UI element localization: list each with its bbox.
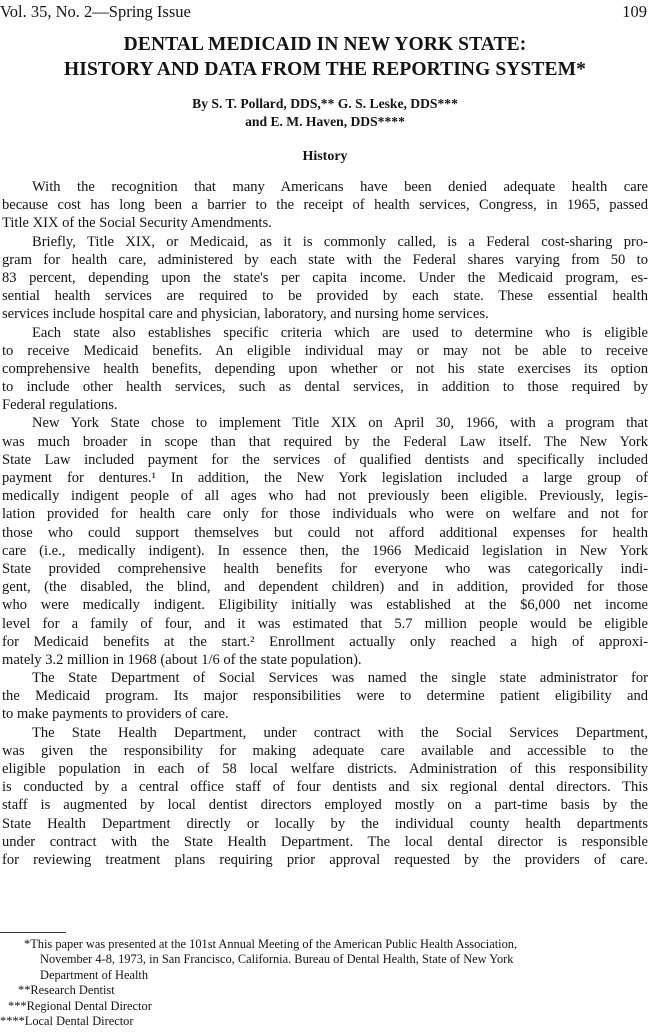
text-line: payment for dentures.¹ In addition, the New York legislation included a large group of [2,470,648,486]
text-line: eligible population in each of 58 local welfare districts. Administration of this responsibility [2,761,648,777]
author-byline [0,95,650,131]
body-text [2,178,648,869]
text-line: to include other health services, such as dental services, in addition to those required by [2,379,648,396]
article-title [0,32,650,82]
text-line: State Health Department directly or locally by the individual county health departments [2,815,648,832]
text-line: level for a family of four, and it was estimated that 5.7 million people would be eligible [2,615,648,632]
issue-label: Vol. 35, No. 2—Spring Issue [0,2,191,21]
text-line: The State Department of Social Services was named the single state administrator for [32,670,648,687]
text-line: who were medically indigent. Eligibility initially was established at the $6,000 net income [2,597,648,614]
footnote-divider [0,932,66,933]
text-line: was given the responsibility for making adequate care available and accessible to the [2,742,648,759]
text-line: comprehensive health benefits, depending upon whether or not his state exercises its option [2,360,648,377]
text-line: With the recognition that many Americans have been denied adequate health care [32,179,648,195]
text-line: sential health services are required to be provided by each state. These essential health [2,288,648,305]
title-line-1: DENTAL MEDICAID IN NEW YORK STATE: [123,34,527,55]
page-number: 109 [622,2,647,21]
text-line: was much broader in scope than that required by the Federal Law itself. The New York [2,433,648,450]
text-line: The State Health Department, under contract with the Social Services Department, [32,724,648,741]
text-line: to receive Medicaid benefits. An eligible individual may or may not be able to receive [2,342,648,359]
footnotes [0,937,650,1029]
text-line: State provided comprehensive health benefits for everyone who was categorically indi- [2,560,648,577]
text-line: mately 3.2 million in 1968 (about 1/6 of the state population). [2,651,362,668]
running-head [0,2,650,22]
footnote-local-director: ****Local Dental Director [0,1014,134,1029]
text-line: lation provided for health care only for those individuals who were on welfare and not for [2,506,648,523]
text-line: to make payments to providers of care. [2,706,229,723]
author-line-2: and E. M. Haven, DDS**** [245,114,405,129]
footnote-research-dentist: **Research Dentist [18,983,115,998]
text-line: Each state also establishes specific criteria which are used to determine who is eligible [32,324,648,341]
footnote-presentation: *This paper was presented at the 101st Annual Meeting of the American Public Health Association, [24,937,518,951]
section-heading: History [302,149,348,164]
footnote-presentation-cont: Department of Health [40,967,149,982]
text-line: the Medicaid program. Its major responsibilities were to determine patient eligibility and [2,688,648,705]
text-line: New York State chose to implement Title XIX on April 30, 1966, with a program that [32,415,648,432]
text-line: staff is augmented by local dentist directors employed mostly on a part-time basis by the [2,797,648,814]
text-line: gram for health care, administered by each state with the Federal shares varying from 50 to [2,251,648,268]
text-line: Federal regulations. [2,397,118,414]
text-line: Title XIX of the Social Security Amendments. [2,215,272,232]
text-line: 83 percent, depending upon the state's per capita income. Under the Medicaid program, es- [2,269,648,286]
author-line-1: By S. T. Pollard, DDS,** G. S. Leske, DDS*** [192,96,458,111]
text-line: medically indigent people of all ages who had not previously been eligible. Previously, legis- [2,488,648,505]
title-line-2: HISTORY AND DATA FROM THE REPORTING SYSTEM* [64,59,586,80]
text-line: gent, (the disabled, the blind, and dependent children) and in addition, provided for those [2,579,648,596]
text-line: for Medicaid benefits at the start.² Enrollment actually only reached a high of approxi- [2,633,648,650]
text-line: services include hospital care and physician, laboratory, and nursing home services. [2,306,489,323]
text-line: under contract with the State Health Department. The local dental director is responsible [2,833,648,850]
text-line: State Law included payment for the services of qualified dentists and specifically included [2,451,648,468]
footnote-regional-director: ***Regional Dental Director [8,998,152,1013]
text-line: for reviewing treatment plans requiring prior approval requested by the providers of care. [2,851,648,868]
footnote-presentation-cont: November 4-8, 1973, in San Francisco, California. Bureau of Dental Health, State of New York [40,952,514,967]
text-line: care (i.e., medically indigent). In essence then, the 1966 Medicaid legislation in New York [2,542,648,559]
text-line: because cost has long been a barrier to the receipt of health services, Congress, in 1965, passed [2,197,648,214]
text-line: those who could support themselves but could not afford additional expenses for health [2,524,648,541]
text-line: is conducted by a central office staff of four dentists and six regional dental directors. This [2,779,648,796]
text-line: Briefly, Title XIX, or Medicaid, as it is commonly called, is a Federal cost-sharing pro- [32,233,648,250]
